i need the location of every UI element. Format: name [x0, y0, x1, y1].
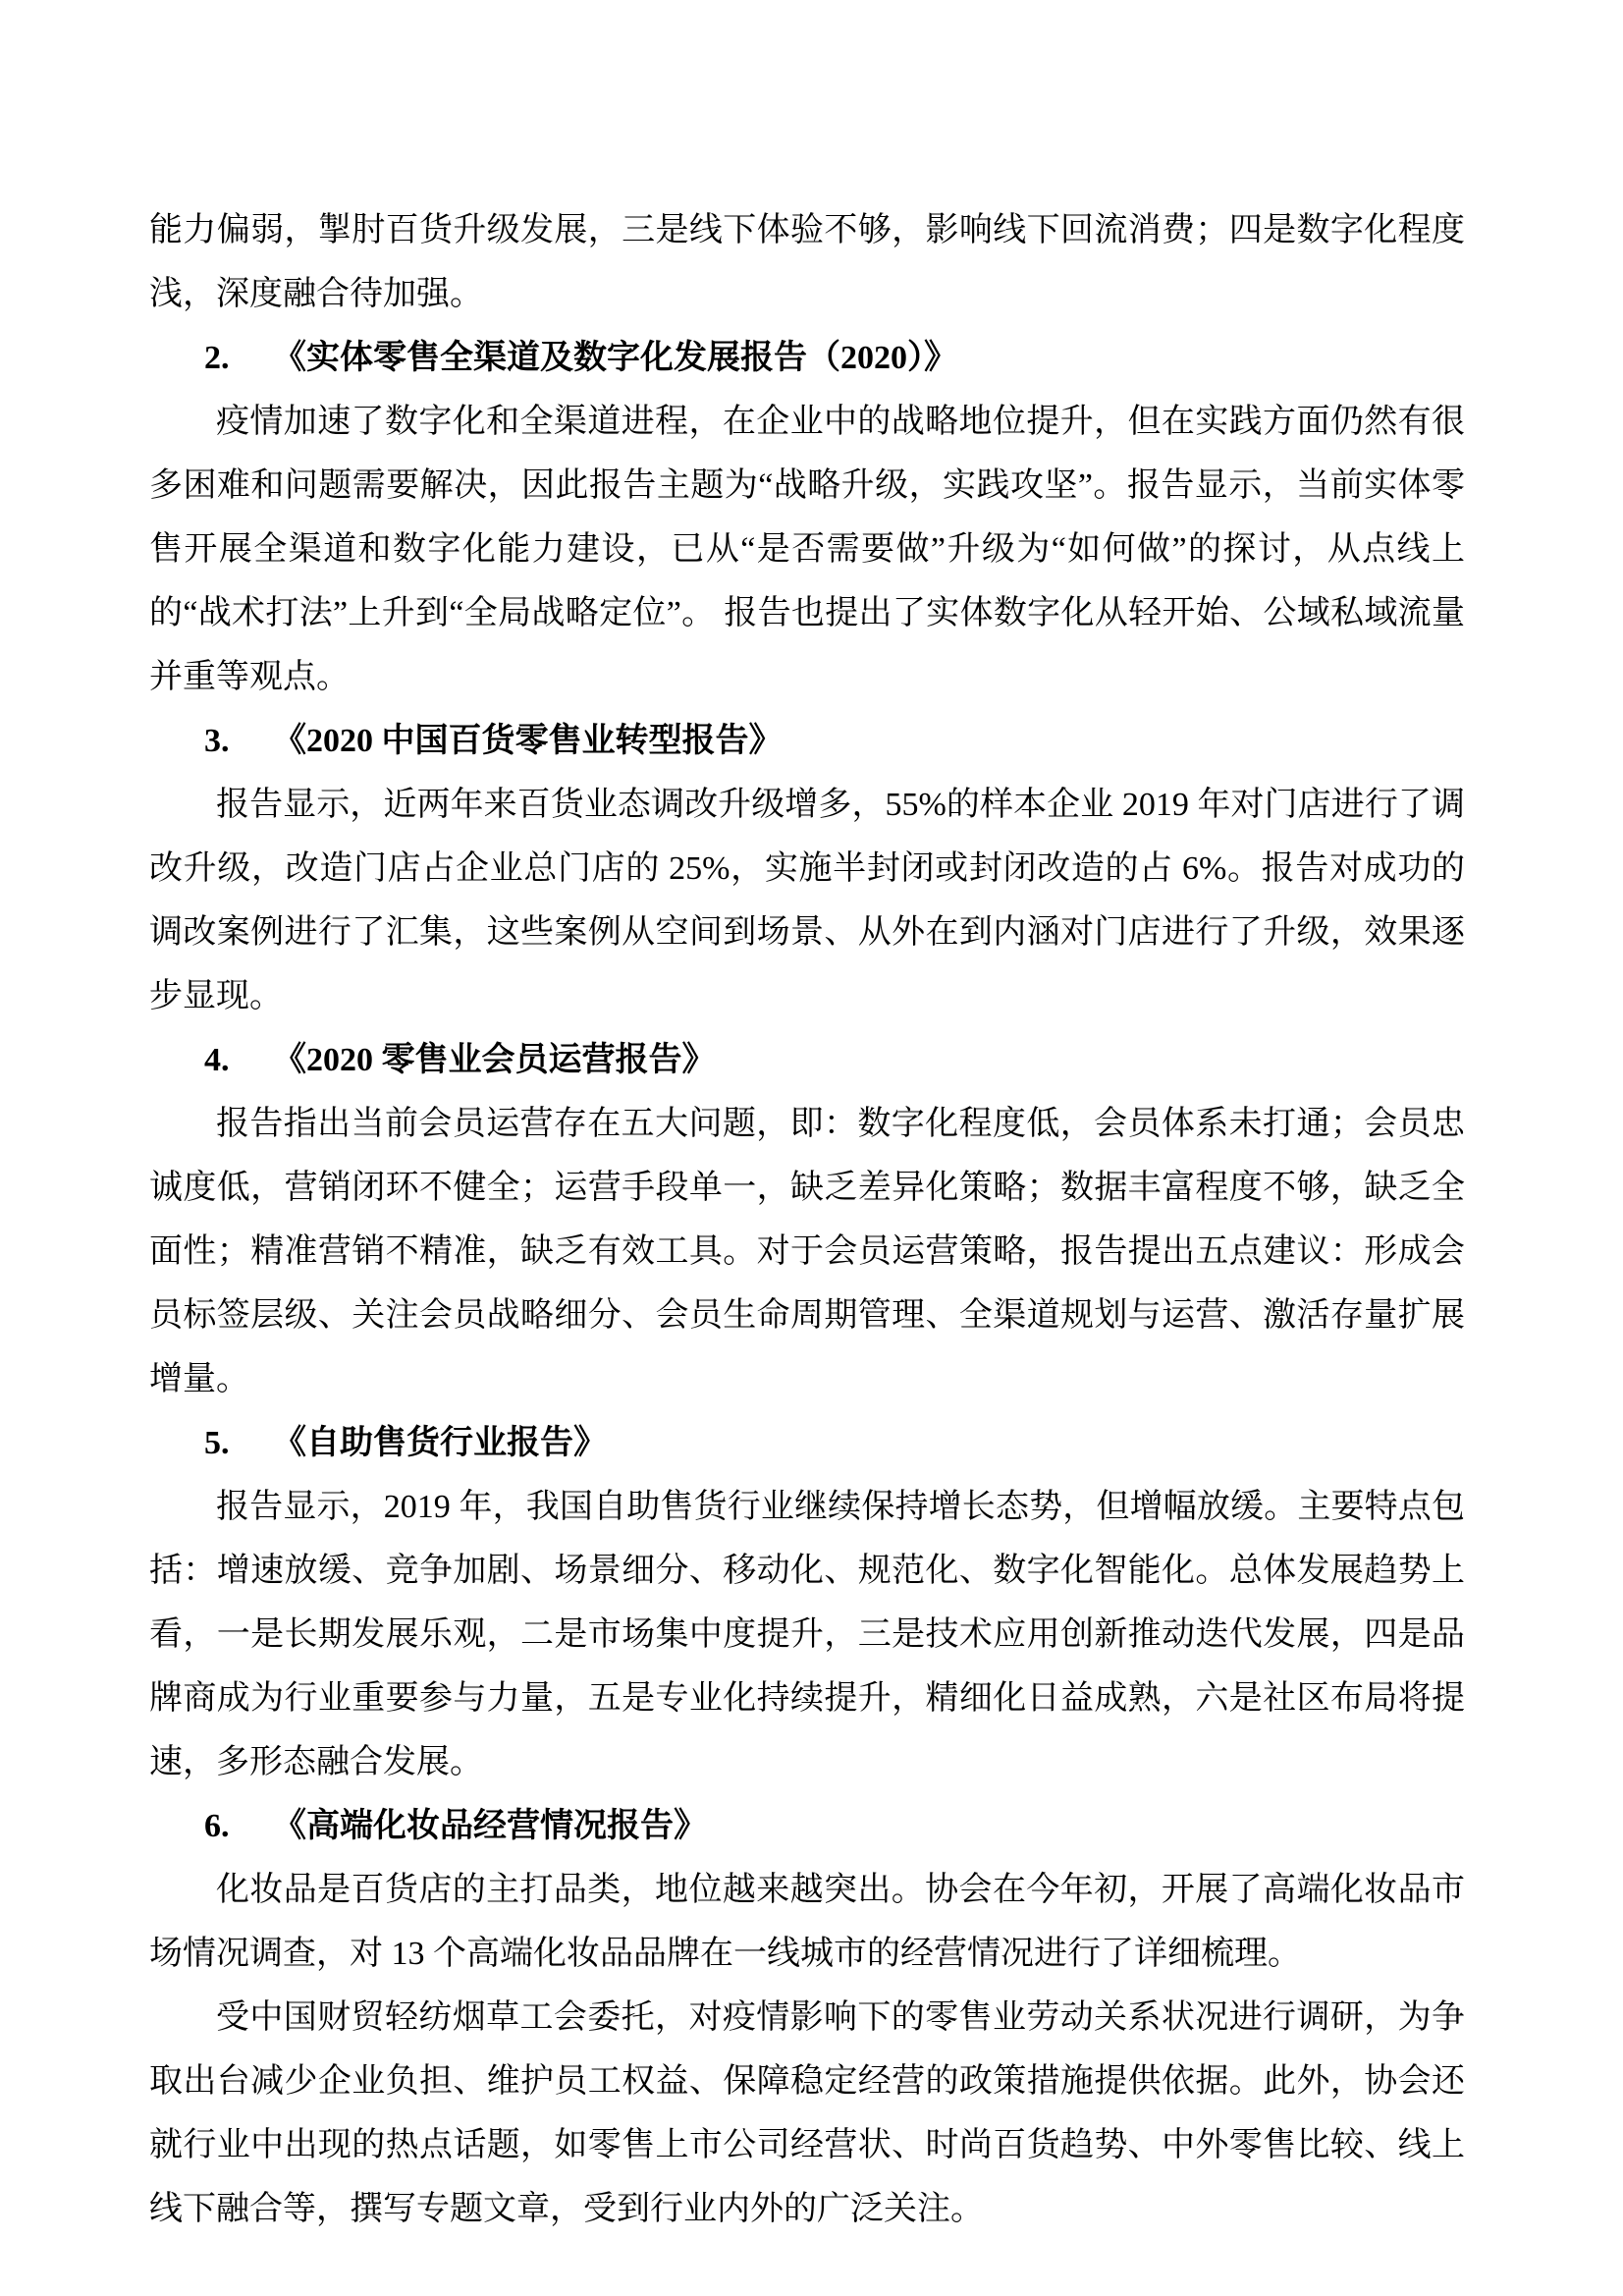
section-title: 《实体零售全渠道及数字化发展报告（2020）》: [273, 340, 957, 376]
document-content: [149, 0, 1465, 2241]
section-number: 2.: [204, 340, 230, 376]
section-title: 《高端化妆品经营情况报告》: [273, 1808, 707, 1844]
section-heading-2: [149, 326, 1465, 390]
section-heading-4: [149, 1028, 1465, 1092]
section-number: 5.: [204, 1425, 230, 1461]
section-paragraph-3: 报告显示，近两年来百货业态调改升级增多，55%的样本企业 2019 年对门店进行了调改升级，改造门店占企业总门店的 25%，实施半封闭或封闭改造的占 6%。报告对成功的调改案例进行了汇集，这些案例从空间到场景、从外在到内涵对门店进行了升级，效果逐步显现。: [149, 787, 1465, 1014]
closing-paragraph: 受中国财贸轻纺烟草工会委托，对疫情影响下的零售业劳动关系状况进行调研，为争取出台减少企业负担、维护员工权益、保障稳定经营的政策措施提供依据。此外，协会还就行业中出现的热点话题，如零售上市公司经营状、时尚百货趋势、中外零售比较、线上线下融合等，撰写专题文章，受到行业内外的广泛关注。: [149, 1999, 1465, 2227]
section-paragraph-6: 化妆品是百货店的主打品类，地位越来越突出。协会在今年初，开展了高端化妆品市场情况调查，对 13 个高端化妆品品牌在一线城市的经营情况进行了详细梳理。: [149, 1872, 1465, 1972]
section-number: 4.: [204, 1042, 230, 1078]
section-title: 《自助售货行业报告》: [273, 1425, 607, 1461]
section-title: 《2020 零售业会员运营报告》: [273, 1042, 716, 1078]
section-number: 6.: [204, 1808, 230, 1844]
section-number: 3.: [204, 723, 230, 759]
section-heading-5: [149, 1411, 1465, 1475]
section-title: 《2020 中国百货零售业转型报告》: [273, 723, 783, 759]
paragraph-continued: 能力偏弱，掣肘百货升级发展，三是线下体验不够，影响线下回流消费；四是数字化程度浅，深度融合待加强。: [149, 212, 1465, 312]
section-paragraph-4: 报告指出当前会员运营存在五大问题，即：数字化程度低，会员体系未打通；会员忠诚度低，营销闭环不健全；运营手段单一，缺乏差异化策略；数据丰富程度不够，缺乏全面性；精准营销不精准，缺乏有效工具。对于会员运营策略，报告提出五点建议：形成会员标签层级、关注会员战略细分、会员生命周期管理、全渠道规划与运营、激活存量扩展增量。: [149, 1106, 1465, 1397]
section-heading-6: [149, 1794, 1465, 1858]
section-paragraph-5: 报告显示，2019 年，我国自助售货行业继续保持增长态势，但增幅放缓。主要特点包括：增速放缓、竞争加剧、场景细分、移动化、规范化、数字化智能化。总体发展趋势上看，一是长期发展乐观，二是市场集中度提升，三是技术应用创新推动迭代发展，四是品牌商成为行业重要参与力量，五是专业化持续提升，精细化日益成熟，六是社区布局将提速，多形态融合发展。: [149, 1489, 1465, 1780]
section-heading-3: [149, 709, 1465, 773]
section-paragraph-2: 疫情加速了数字化和全渠道进程，在企业中的战略地位提升，但在实践方面仍然有很多困难和问题需要解决，因此报告主题为“战略升级，实践攻坚”。报告显示，当前实体零售开展全渠道和数字化能力建设，已从“是否需要做”升级为“如何做”的探讨，从点线上的“战术打法”上升到“全局战略定位”。 报告也提出了实体数字化从轻开始、公域私域流量并重等观点。: [149, 404, 1465, 695]
